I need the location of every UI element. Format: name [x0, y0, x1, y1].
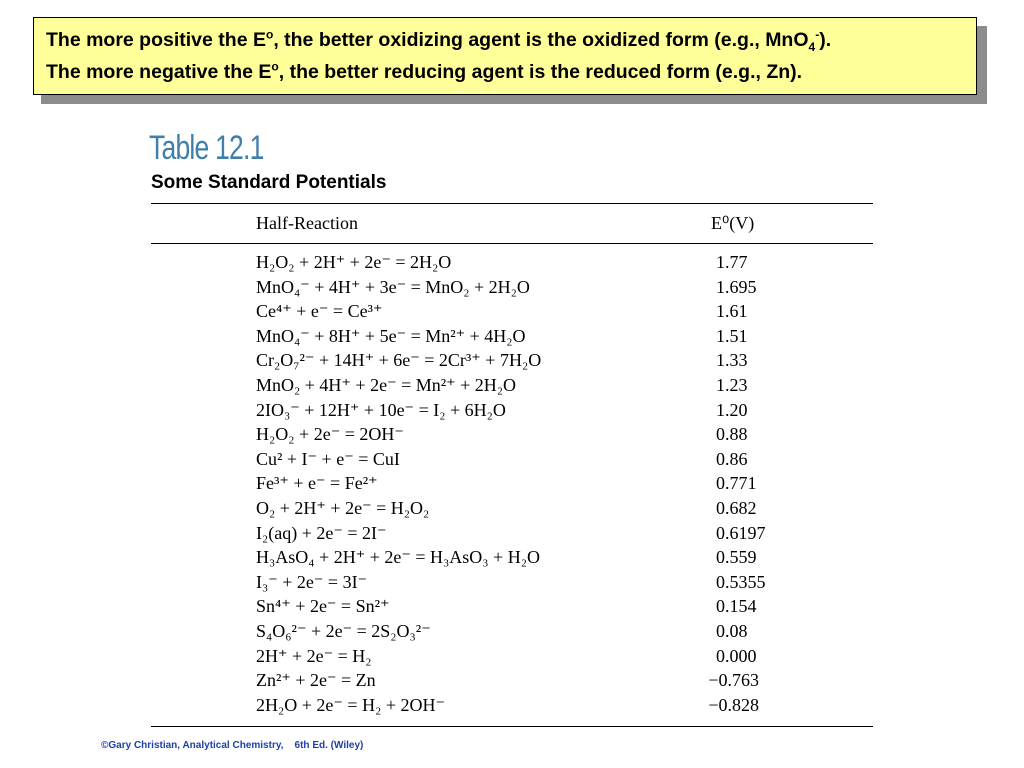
table-row [0, 350, 1024, 375]
standard-potential: 1.23 [716, 374, 748, 395]
degree-mark: o [271, 59, 279, 74]
half-reaction: Zn²⁺ + 2e⁻ = Zn [256, 670, 376, 691]
half-reaction: H₂O₂ + 2H⁺ + 2e⁻ = 2H₂O [256, 252, 452, 272]
standard-potential: 1.51 [716, 325, 748, 346]
table-row [0, 375, 1024, 400]
standard-potential: 0.771 [716, 473, 757, 494]
table-row [0, 424, 1024, 449]
half-reaction: Cr₂O₇²⁻ + 14H⁺ + 6e⁻ = 2Cr³⁺ + 7H₂O [256, 350, 542, 371]
table-row [0, 621, 1024, 646]
table-body [0, 252, 1024, 719]
standard-potential: 1.20 [716, 399, 748, 420]
footer-credit: ©Gary Christian, Analytical Chemistry, 6th Ed. (Wiley) [101, 740, 364, 751]
standard-potential: 1.33 [716, 350, 748, 371]
header-potential: E⁰(V) [711, 213, 755, 233]
standard-potential: 0.6197 [716, 522, 766, 543]
half-reaction: 2IO₃⁻ + 12H⁺ + 10e⁻ = I₂ + 6H₂O [256, 399, 506, 420]
superscript: - [815, 27, 820, 42]
table-row [0, 547, 1024, 572]
table-title: Some Standard Potentials [151, 172, 387, 193]
standard-potential: 0.559 [716, 547, 757, 568]
half-reaction: Cu² + I⁻ + e⁻ = CuI [256, 448, 400, 469]
standard-potential: 0.000 [716, 645, 757, 666]
table-top-rule [151, 203, 873, 204]
table-number: Table 12.1 [149, 129, 264, 167]
standard-potential: 1.77 [716, 252, 748, 272]
standard-potential: 0.682 [716, 497, 757, 518]
degree-mark: o [265, 27, 274, 42]
standard-potential: 0.88 [716, 424, 748, 445]
half-reaction: 2H⁺ + 2e⁻ = H₂ [256, 645, 372, 666]
half-reaction: Fe³⁺ + e⁻ = Fe²⁺ [256, 473, 378, 494]
table-row [0, 252, 1024, 277]
header-half-reaction: Half-Reaction [256, 213, 358, 233]
table-row [0, 498, 1024, 523]
half-reaction: MnO₄⁻ + 8H⁺ + 5e⁻ = Mn²⁺ + 4H₂O [256, 325, 526, 346]
standard-potential: 0.86 [716, 448, 748, 469]
half-reaction: S₄O₆²⁻ + 2e⁻ = 2S₂O₃²⁻ [256, 620, 431, 641]
table-row [0, 523, 1024, 548]
half-reaction: Ce⁴⁺ + e⁻ = Ce³⁺ [256, 301, 383, 322]
table-row [0, 596, 1024, 621]
table-row [0, 301, 1024, 326]
standard-potential: −0.828 [708, 694, 759, 715]
table-row [0, 277, 1024, 302]
half-reaction: H₃AsO₄ + 2H⁺ + 2e⁻ = H₃AsO₃ + H₂O [256, 547, 540, 568]
table-row [0, 670, 1024, 695]
table-row [0, 473, 1024, 498]
half-reaction: H₂O₂ + 2e⁻ = 2OH⁻ [256, 424, 404, 445]
standard-potential: 0.5355 [716, 571, 766, 592]
table-header-rule [151, 243, 873, 244]
half-reaction: O₂ + 2H⁺ + 2e⁻ = H₂O₂ [256, 497, 430, 518]
callout-line-oxidizing: The more positive the $E^o$, the better oxidizing agent is the oxidized form (e.g., MnO$_4$-). [46, 27, 832, 54]
callout-box [33, 17, 977, 95]
table-bottom-rule [151, 726, 873, 727]
half-reaction: I₂(aq) + 2e⁻ = 2I⁻ [256, 522, 387, 543]
half-reaction: Sn⁴⁺ + 2e⁻ = Sn²⁺ [256, 596, 390, 617]
standard-potential: 0.154 [716, 596, 757, 617]
subscript: 4 [808, 39, 816, 54]
table-row [0, 400, 1024, 425]
table-row [0, 449, 1024, 474]
standard-potential: 1.695 [716, 276, 757, 297]
callout-line-reducing: The more negative the $E^o$, the better reducing agent is the reduced form (e.g., Zn). [46, 59, 803, 83]
standard-potential: −0.763 [708, 670, 759, 691]
half-reaction: MnO₂ + 4H⁺ + 2e⁻ = Mn²⁺ + 2H₂O [256, 374, 517, 395]
table-row [0, 695, 1024, 720]
table-row [0, 326, 1024, 351]
standard-potential: 0.08 [716, 620, 748, 641]
half-reaction: I₃⁻ + 2e⁻ = 3I⁻ [256, 571, 368, 592]
half-reaction: 2H₂O + 2e⁻ = H₂ + 2OH⁻ [256, 694, 445, 715]
table-row [0, 646, 1024, 671]
standard-potential: 1.61 [716, 301, 748, 322]
half-reaction: MnO₄⁻ + 4H⁺ + 3e⁻ = MnO₂ + 2H₂O [256, 276, 530, 297]
table-row [0, 572, 1024, 597]
